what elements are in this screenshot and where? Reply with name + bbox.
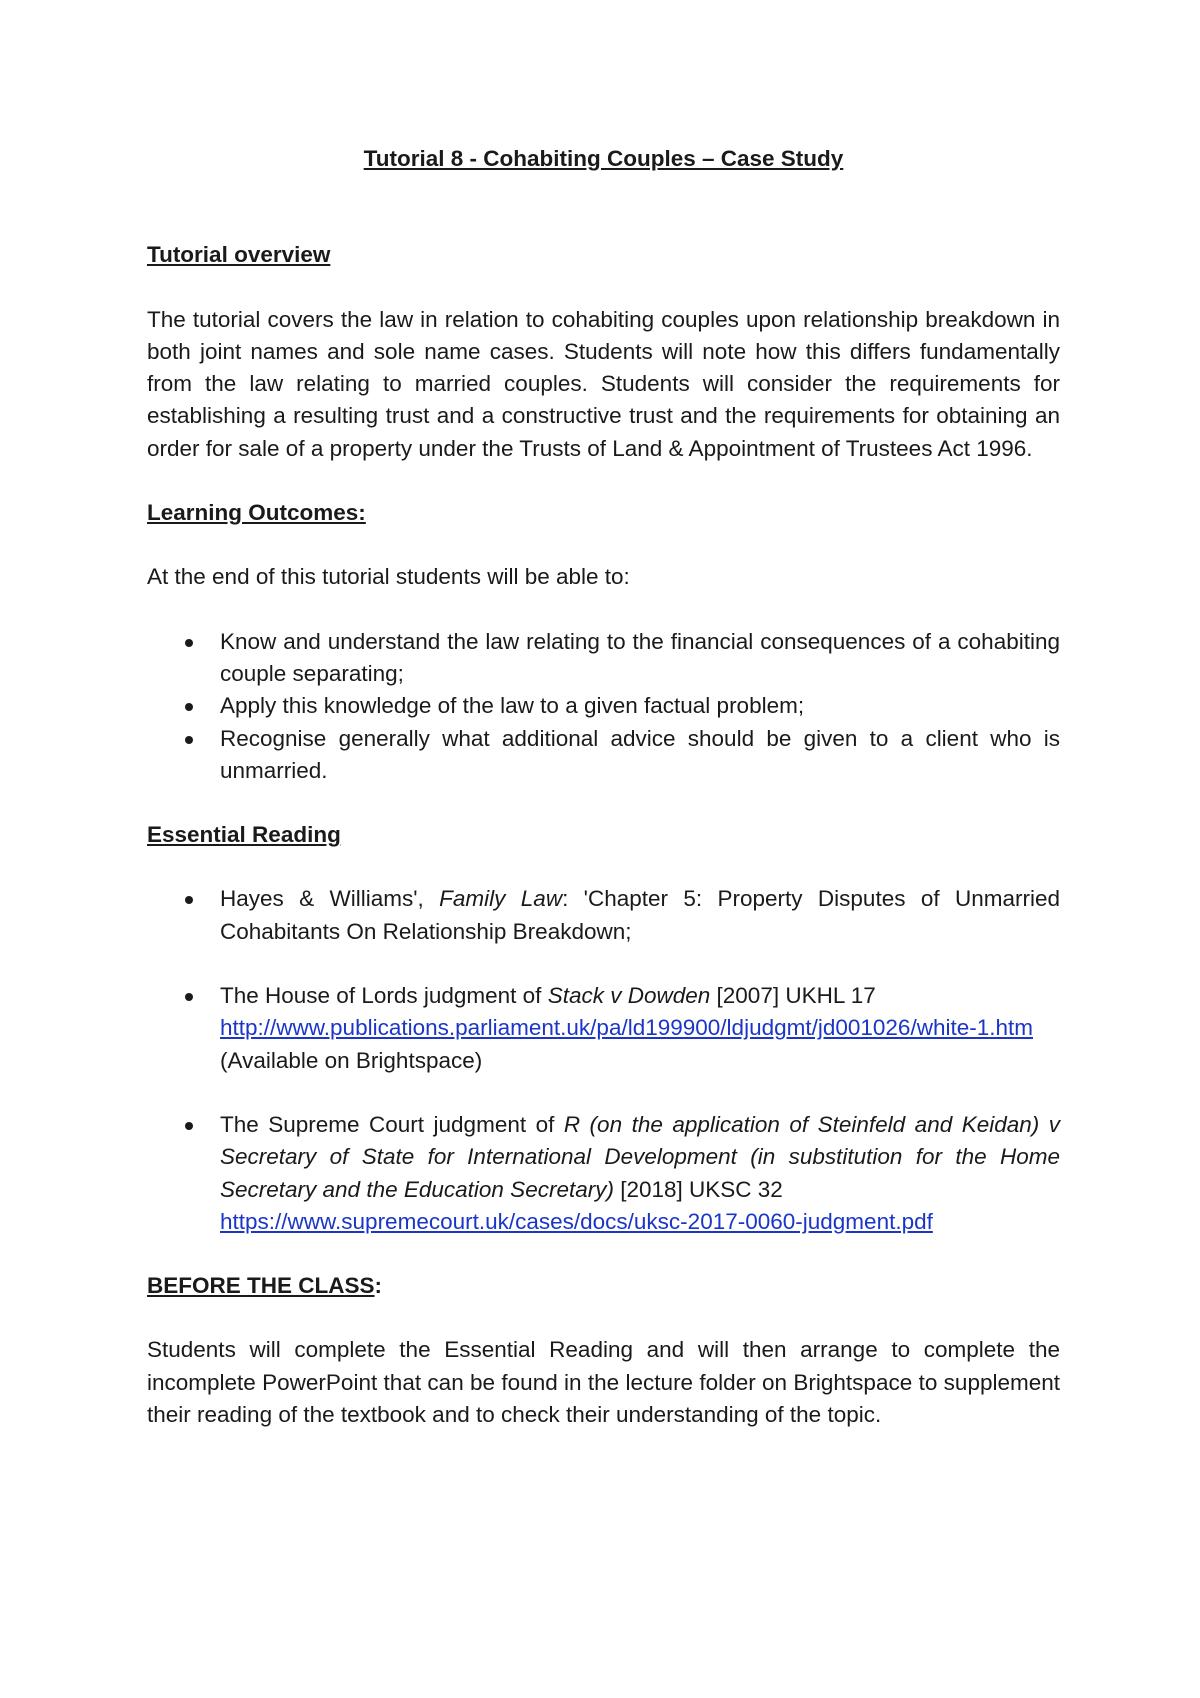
reading-item-steinfeld: The Supreme Court judgment of R (on the application of Steinfeld and Keidan) v Secretary of State for International Development (in substitution for the Home Secretary and the Education Secretary) [2018] UKSC 32 https://www.supremecourt.uk/cases/docs/uksc-2017-0060-judgment.pdf	[147, 1109, 1060, 1238]
overview-text: The tutorial covers the law in relation to cohabiting couples upon relationship breakdown in both joint names and sole name cases. Students will note how this differs fundamentally from the law relating to married couples. Students will consider the requirements for establishing a resulting trust and a constructive trust and the requirements for obtaining an order for sale of a property under the Trusts of Land & Appointment of Trustees Act 1996.	[147, 306, 1060, 461]
before-class-text: Students will complete the Essential Reading and will then arrange to complete the incomplete PowerPoint that can be found in the lecture folder on Brightspace to supplement their reading of the textbook and to check their understanding of the topic.	[147, 1337, 1060, 1428]
reading-item-stack: The House of Lords judgment of Stack v Dowden [2007] UKHL 17 http://www.publications.parliament.uk/pa/ld199900/ldjudgmt/jd001026/white-1.htm (Available on Brightspace)	[147, 980, 1060, 1077]
outcomes-heading: Learning Outcomes:	[147, 500, 366, 526]
reading-list	[147, 883, 1060, 1238]
before-class-heading: BEFORE THE CLASS:	[147, 1273, 383, 1299]
list-item: Recognise generally what additional advice should be given to a client who is unmarried.	[147, 723, 1060, 788]
bullet-icon	[185, 736, 193, 744]
reading-item-hayes: Hayes & Williams', Family Law: 'Chapter 5: Property Disputes of Unmarried Cohabitants On Relationship Breakdown;	[147, 883, 1060, 948]
bullet-icon	[185, 703, 193, 711]
reading-heading: Essential Reading	[147, 822, 341, 848]
bullet-icon	[185, 1122, 193, 1130]
stack-judgment-link[interactable]: http://www.publications.parliament.uk/pa/ld199900/ldjudgmt/jd001026/white-1.htm	[220, 1015, 1033, 1041]
list-item: Apply this knowledge of the law to a given factual problem;	[147, 690, 1060, 722]
outcomes-intro: At the end of this tutorial students will be able to:	[147, 564, 630, 590]
outcomes-list	[147, 626, 1060, 787]
document-body	[147, 143, 1060, 1463]
bullet-icon	[185, 896, 193, 904]
list-item: Know and understand the law relating to the financial consequences of a cohabiting couple separating;	[147, 626, 1060, 691]
bullet-icon	[185, 993, 193, 1001]
page-title: Tutorial 8 - Cohabiting Couples – Case Study	[363, 146, 844, 171]
overview-heading: Tutorial overview	[147, 242, 331, 268]
bullet-icon	[185, 639, 193, 647]
steinfeld-judgment-link[interactable]: https://www.supremecourt.uk/cases/docs/uksc-2017-0060-judgment.pdf	[220, 1208, 933, 1234]
